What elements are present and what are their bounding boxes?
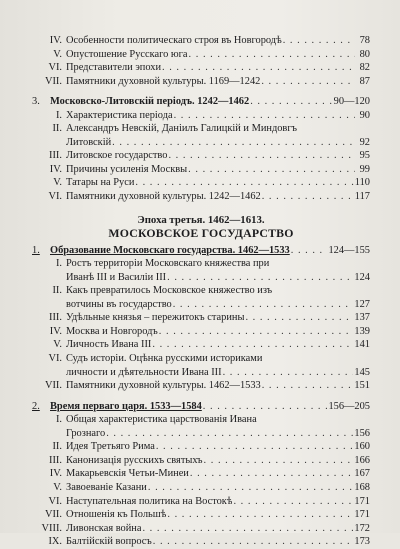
toc-entry-continuation [32, 136, 370, 150]
entry-title: Отношенія къ Польшѣ [66, 509, 167, 521]
toc-entry [32, 109, 370, 123]
entry-numeral: IV. [49, 35, 62, 46]
leader-dots [250, 95, 332, 109]
leader-dots [153, 535, 354, 549]
entry-title: Представители эпохи [66, 62, 162, 74]
entry-title: Макарьевскія Четьи-Минеи [66, 468, 189, 480]
toc-entry [32, 481, 370, 495]
leader-dots [112, 136, 355, 150]
entry-title: Татары на Руси [66, 177, 135, 189]
toc-entry [32, 284, 370, 298]
toc-entry [32, 149, 370, 163]
leader-dots [190, 467, 354, 481]
entry-numeral: IV. [49, 468, 62, 480]
section-number: 3. [32, 96, 40, 108]
leader-dots [173, 298, 354, 312]
spacer [32, 393, 370, 400]
toc-entry [32, 325, 370, 339]
entry-numeral: VIII. [41, 522, 62, 534]
entry-page: 90 [359, 109, 370, 121]
entry-title: Завоеваніе Казани [66, 481, 147, 493]
entry-page: 151 [354, 380, 370, 392]
toc-entry-continuation [32, 366, 370, 380]
toc-entry [32, 467, 370, 481]
entry-page: 172 [354, 522, 370, 534]
entry-title-continued: личности и дѣятельности Ивана III [66, 366, 222, 378]
toc-entry [32, 61, 370, 75]
leader-dots [167, 508, 353, 522]
entry-numeral: V. [53, 48, 62, 60]
entry-title: Балтійскій вопросъ [66, 536, 152, 548]
entry-page: 168 [354, 481, 370, 493]
leader-dots [174, 109, 355, 123]
entry-page: 167 [354, 468, 370, 480]
entry-title-continued: Литовскій [66, 136, 112, 148]
leader-dots [156, 440, 354, 454]
entry-page: 117 [354, 191, 370, 203]
entry-numeral: III. [49, 312, 62, 324]
leader-dots [223, 366, 354, 380]
table-of-contents [32, 34, 370, 549]
leader-dots [168, 149, 355, 163]
entry-numeral: VI. [48, 191, 62, 203]
entry-page: 171 [354, 495, 370, 507]
toc-entry [32, 311, 370, 325]
section-page-range: 90—120 [333, 96, 370, 108]
leader-dots [245, 311, 353, 325]
entry-page: 82 [359, 62, 370, 74]
leader-dots [283, 34, 355, 48]
toc-entry-continuation [32, 427, 370, 441]
leader-dots [262, 190, 354, 204]
toc-entry [32, 535, 370, 549]
entry-numeral: VII. [44, 380, 62, 392]
entry-numeral: IV. [49, 163, 62, 175]
entry-numeral: V. [53, 481, 62, 493]
leader-dots [291, 244, 328, 258]
entry-title-continued: вотчины въ государство [66, 298, 172, 310]
spacer [32, 204, 370, 212]
leader-dots [159, 325, 354, 339]
entry-numeral: I. [55, 414, 62, 426]
entry-page: 156 [354, 427, 370, 439]
toc-entry [32, 522, 370, 536]
toc-entry [32, 190, 370, 204]
entry-page: 173 [354, 536, 370, 548]
entry-page: 78 [359, 35, 370, 46]
entry-title: Какъ превратилось Московское княжество изъ [66, 285, 273, 297]
entry-title: Опустошение Русскаго юга [66, 48, 188, 60]
entry-title: Памятники духовной культуры. 1242—1462 [66, 191, 261, 203]
entry-numeral: III. [49, 454, 62, 466]
entry-page: 92 [359, 136, 370, 148]
entry-page: 95 [359, 150, 370, 162]
toc-entry-continuation [32, 298, 370, 312]
entry-title: Общая характеристика царствованія Ивана [66, 414, 257, 426]
toc-entry-continuation [32, 271, 370, 285]
entry-title: Памятники духовной культуры. 1462—1533 [66, 380, 261, 392]
entry-title: Канонизація русскихъ святыхъ [66, 454, 203, 466]
toc-entry [32, 495, 370, 509]
entry-numeral: IV. [49, 325, 62, 337]
entry-page: 166 [354, 454, 370, 466]
entry-page: 99 [359, 163, 370, 175]
entry-title: Москва и Новгородъ [66, 325, 158, 337]
toc-entry [32, 440, 370, 454]
toc-entry [32, 508, 370, 522]
leader-dots [142, 522, 353, 536]
toc-entry [32, 338, 370, 352]
leader-dots [167, 271, 353, 285]
section-number: 1. [32, 244, 40, 256]
entry-page: 124 [354, 271, 370, 283]
era-title: МОСКОВСКОЕ ГОСУДАРСТВО [108, 226, 294, 241]
era-heading: Эпоха третья. 1462—1613. [137, 213, 265, 226]
section-title: Московско-Литовскій періодъ. 1242—1462 [50, 96, 250, 108]
entry-numeral: II. [52, 285, 62, 297]
entry-title: Личность Ивана III [66, 339, 152, 351]
entry-title: Ростъ территоріи Московскаго княжества при [66, 258, 270, 270]
toc-entry [32, 163, 370, 177]
entry-title: Александръ Невскій, Даніилъ Галицкій и Миндовгъ [66, 123, 297, 135]
toc-entry [32, 454, 370, 468]
entry-title: Причины усиленія Москвы [66, 163, 188, 175]
entry-page: 87 [359, 75, 370, 87]
leader-dots [106, 427, 353, 441]
entry-page: 141 [354, 339, 370, 351]
section-title: Время перваго царя. 1533—1584 [50, 400, 202, 412]
section-title: Образование Московскаго государства. 1462—1533 [50, 244, 290, 256]
leader-dots [233, 495, 353, 509]
entry-numeral: VI. [48, 353, 62, 365]
entry-title: Удѣльные князья – пережитокъ старины [66, 312, 245, 324]
section-page-range: 156—205 [328, 400, 370, 412]
leader-dots [148, 481, 354, 495]
toc-entry [32, 176, 370, 190]
leader-dots [162, 61, 355, 75]
section-heading [32, 95, 370, 109]
entry-title: Памятники духовной культуры. 1169—1242 [66, 75, 261, 87]
entry-numeral: II. [52, 441, 62, 453]
section-heading [32, 244, 370, 258]
toc-entry [32, 352, 370, 366]
entry-numeral: V. [53, 177, 62, 189]
entry-title: Судъ исторіи. Оцѣнка русскими историками [66, 353, 263, 365]
leader-dots [262, 379, 354, 393]
entry-page: 160 [354, 441, 370, 453]
entry-title: Литовское государство [66, 150, 168, 162]
toc-entry [32, 34, 370, 48]
entry-page: 171 [354, 509, 370, 521]
entry-numeral: VII. [44, 509, 62, 521]
leader-dots [188, 163, 355, 177]
entry-numeral: III. [49, 150, 62, 162]
leader-dots [152, 338, 353, 352]
entry-numeral: I. [55, 109, 62, 121]
entry-numeral: II. [52, 123, 62, 135]
entry-numeral: VI. [48, 62, 62, 74]
section-number: 2. [32, 400, 40, 412]
leader-dots [204, 454, 354, 468]
toc-entry [32, 48, 370, 62]
entry-title: Ливонская война [66, 522, 142, 534]
entry-numeral: IX. [48, 536, 62, 548]
entry-title-continued: Иванѣ III и Василіи III [66, 271, 167, 283]
entry-title-continued: Грознаго [66, 427, 106, 439]
entry-numeral: I. [55, 258, 62, 270]
entry-numeral: VI. [48, 495, 62, 507]
entry-title: Особенности политическаго строя въ Новгородѣ [66, 35, 282, 46]
entry-page: 110 [354, 177, 370, 189]
entry-title: Идея Третьяго Рима [66, 441, 155, 453]
entry-title: Характеристика періода [66, 109, 173, 121]
entry-page: 137 [354, 312, 370, 324]
section-heading [32, 400, 370, 414]
entry-numeral: VII. [44, 75, 62, 87]
leader-dots [203, 400, 328, 414]
leader-dots [261, 75, 355, 89]
toc-entry [32, 379, 370, 393]
entry-page: 139 [354, 325, 370, 337]
leader-dots [135, 176, 353, 190]
entry-page: 127 [354, 298, 370, 310]
entry-title: Наступательная политика на Востокѣ [66, 495, 233, 507]
entry-page: 145 [354, 366, 370, 378]
toc-entry [32, 75, 370, 89]
section-page-range: 124—155 [328, 244, 370, 256]
leader-dots [189, 48, 355, 62]
entry-numeral: V. [53, 339, 62, 351]
entry-page: 80 [359, 48, 370, 60]
toc-entry [32, 122, 370, 136]
toc-entry [32, 257, 370, 271]
spacer [32, 88, 370, 95]
toc-entry [32, 413, 370, 427]
